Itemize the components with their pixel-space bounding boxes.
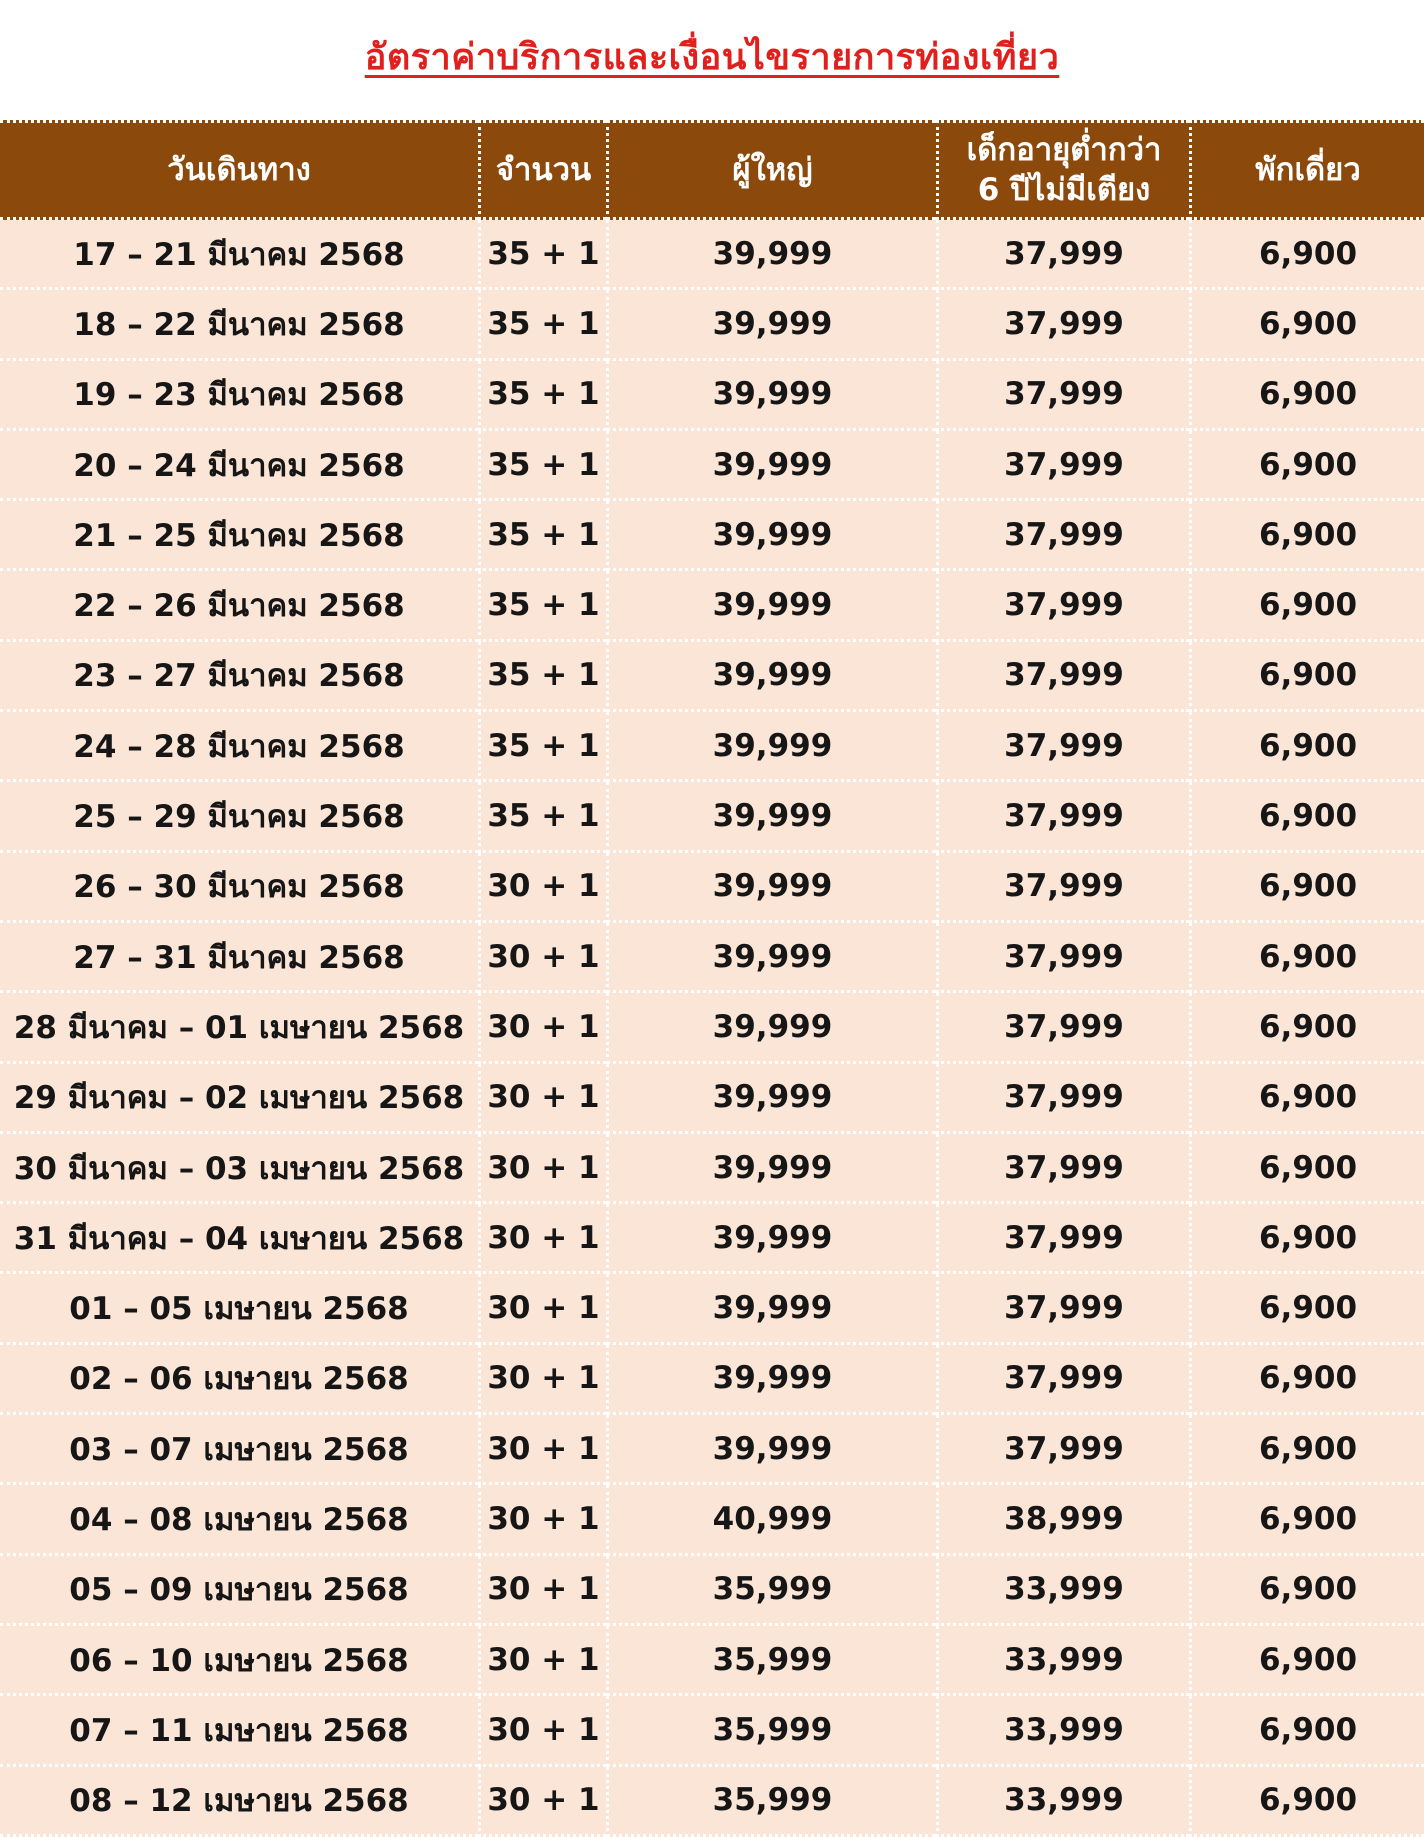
cell-single: 6,900: [1189, 1345, 1424, 1415]
table-row: [0, 993, 1424, 1063]
cell-child: 37,999: [936, 361, 1189, 431]
cell-adult: 40,999: [606, 1485, 936, 1555]
header-single: พักเดี่ยว: [1189, 120, 1424, 220]
cell-single: 6,900: [1189, 1064, 1424, 1134]
cell-single: 6,900: [1189, 1767, 1424, 1837]
cell-child: 33,999: [936, 1626, 1189, 1696]
cell-single: 6,900: [1189, 290, 1424, 360]
cell-adult: 39,999: [606, 1415, 936, 1485]
cell-date: 02 – 06 เมษายน 2568: [0, 1345, 478, 1415]
cell-adult: 39,999: [606, 1134, 936, 1204]
cell-adult: 39,999: [606, 1064, 936, 1134]
table-row: [0, 1415, 1424, 1485]
cell-date: 26 – 30 มีนาคม 2568: [0, 853, 478, 923]
cell-date: 17 – 21 มีนาคม 2568: [0, 220, 478, 290]
table-row: [0, 1064, 1424, 1134]
cell-adult: 39,999: [606, 431, 936, 501]
cell-child: 33,999: [936, 1556, 1189, 1626]
cell-child: 37,999: [936, 1204, 1189, 1274]
cell-adult: 39,999: [606, 361, 936, 431]
cell-adult: 39,999: [606, 782, 936, 852]
cell-adult: 39,999: [606, 220, 936, 290]
cell-seats: 30 + 1: [478, 1204, 606, 1274]
cell-date: 24 – 28 มีนาคม 2568: [0, 712, 478, 782]
cell-date: 22 – 26 มีนาคม 2568: [0, 571, 478, 641]
cell-seats: 30 + 1: [478, 1134, 606, 1204]
cell-seats: 35 + 1: [478, 642, 606, 712]
cell-child: 37,999: [936, 431, 1189, 501]
cell-date: 21 – 25 มีนาคม 2568: [0, 501, 478, 571]
cell-single: 6,900: [1189, 1274, 1424, 1344]
cell-seats: 35 + 1: [478, 220, 606, 290]
table-row: [0, 853, 1424, 923]
cell-adult: 39,999: [606, 290, 936, 360]
cell-seats: 30 + 1: [478, 1064, 606, 1134]
cell-seats: 30 + 1: [478, 853, 606, 923]
cell-child: 37,999: [936, 220, 1189, 290]
header-date: วันเดินทาง: [0, 120, 478, 220]
cell-seats: 30 + 1: [478, 1485, 606, 1555]
table-row: [0, 712, 1424, 782]
cell-date: 01 – 05 เมษายน 2568: [0, 1274, 478, 1344]
cell-child: 33,999: [936, 1696, 1189, 1766]
cell-single: 6,900: [1189, 993, 1424, 1063]
cell-adult: 39,999: [606, 1274, 936, 1344]
cell-seats: 30 + 1: [478, 1274, 606, 1344]
cell-single: 6,900: [1189, 782, 1424, 852]
title-wrap: [0, 28, 1424, 85]
header-adult: ผู้ใหญ่: [606, 120, 936, 220]
cell-date: 25 – 29 มีนาคม 2568: [0, 782, 478, 852]
table-row: [0, 290, 1424, 360]
table-row: [0, 1696, 1424, 1766]
cell-date: 19 – 23 มีนาคม 2568: [0, 361, 478, 431]
cell-adult: 35,999: [606, 1556, 936, 1626]
header-child: [936, 120, 1189, 220]
cell-child: 37,999: [936, 782, 1189, 852]
cell-single: 6,900: [1189, 501, 1424, 571]
cell-date: 05 – 09 เมษายน 2568: [0, 1556, 478, 1626]
cell-child: 37,999: [936, 712, 1189, 782]
table-body: [0, 220, 1424, 1837]
table-row: [0, 501, 1424, 571]
cell-seats: 30 + 1: [478, 1696, 606, 1766]
table-row: [0, 1767, 1424, 1837]
cell-seats: 35 + 1: [478, 501, 606, 571]
cell-date: 18 – 22 มีนาคม 2568: [0, 290, 478, 360]
cell-child: 37,999: [936, 1064, 1189, 1134]
cell-date: 20 – 24 มีนาคม 2568: [0, 431, 478, 501]
cell-child: 37,999: [936, 642, 1189, 712]
table-row: [0, 782, 1424, 852]
cell-child: 37,999: [936, 1415, 1189, 1485]
cell-child: 37,999: [936, 1345, 1189, 1415]
table-header-row: [0, 120, 1424, 220]
header-seats: จำนวน: [478, 120, 606, 220]
cell-adult: 39,999: [606, 853, 936, 923]
header-child-line1: เด็กอายุต่ำกว่า: [966, 132, 1162, 168]
cell-seats: 30 + 1: [478, 1415, 606, 1485]
cell-single: 6,900: [1189, 712, 1424, 782]
cell-seats: 30 + 1: [478, 993, 606, 1063]
cell-child: 37,999: [936, 1274, 1189, 1344]
cell-child: 33,999: [936, 1767, 1189, 1837]
cell-single: 6,900: [1189, 1415, 1424, 1485]
cell-single: 6,900: [1189, 431, 1424, 501]
cell-adult: 35,999: [606, 1767, 936, 1837]
table-row: [0, 1485, 1424, 1555]
table-row: [0, 923, 1424, 993]
cell-date: 29 มีนาคม – 02 เมษายน 2568: [0, 1064, 478, 1134]
cell-single: 6,900: [1189, 1696, 1424, 1766]
cell-date: 06 – 10 เมษายน 2568: [0, 1626, 478, 1696]
cell-date: 30 มีนาคม – 03 เมษายน 2568: [0, 1134, 478, 1204]
cell-adult: 39,999: [606, 501, 936, 571]
cell-single: 6,900: [1189, 923, 1424, 993]
cell-seats: 35 + 1: [478, 361, 606, 431]
cell-adult: 35,999: [606, 1696, 936, 1766]
table-row: [0, 1134, 1424, 1204]
cell-seats: 30 + 1: [478, 923, 606, 993]
cell-seats: 35 + 1: [478, 782, 606, 852]
cell-adult: 39,999: [606, 571, 936, 641]
cell-date: 27 – 31 มีนาคม 2568: [0, 923, 478, 993]
cell-date: 03 – 07 เมษายน 2568: [0, 1415, 478, 1485]
cell-child: 37,999: [936, 993, 1189, 1063]
cell-date: 28 มีนาคม – 01 เมษายน 2568: [0, 993, 478, 1063]
cell-seats: 30 + 1: [478, 1767, 606, 1837]
cell-single: 6,900: [1189, 220, 1424, 290]
cell-child: 38,999: [936, 1485, 1189, 1555]
cell-single: 6,900: [1189, 1134, 1424, 1204]
page-title: อัตราค่าบริการและเงื่อนไขรายการท่องเที่ยว: [364, 37, 1060, 78]
cell-date: 07 – 11 เมษายน 2568: [0, 1696, 478, 1766]
cell-seats: 30 + 1: [478, 1626, 606, 1696]
cell-single: 6,900: [1189, 642, 1424, 712]
cell-single: 6,900: [1189, 1485, 1424, 1555]
cell-child: 37,999: [936, 1134, 1189, 1204]
cell-single: 6,900: [1189, 1626, 1424, 1696]
cell-adult: 39,999: [606, 712, 936, 782]
table-row: [0, 1274, 1424, 1344]
cell-adult: 39,999: [606, 1345, 936, 1415]
cell-child: 37,999: [936, 853, 1189, 923]
cell-seats: 35 + 1: [478, 571, 606, 641]
table-row: [0, 642, 1424, 712]
price-table: [0, 120, 1424, 1837]
table-row: [0, 431, 1424, 501]
cell-adult: 35,999: [606, 1626, 936, 1696]
cell-date: 23 – 27 มีนาคม 2568: [0, 642, 478, 712]
cell-seats: 35 + 1: [478, 712, 606, 782]
cell-single: 6,900: [1189, 853, 1424, 923]
cell-child: 37,999: [936, 290, 1189, 360]
cell-adult: 39,999: [606, 642, 936, 712]
table-row: [0, 361, 1424, 431]
cell-single: 6,900: [1189, 1556, 1424, 1626]
cell-adult: 39,999: [606, 1204, 936, 1274]
header-child-line2: 6 ปีไม่มีเตียง: [977, 172, 1151, 208]
cell-date: 04 – 08 เมษายน 2568: [0, 1485, 478, 1555]
cell-single: 6,900: [1189, 361, 1424, 431]
cell-seats: 35 + 1: [478, 290, 606, 360]
cell-seats: 35 + 1: [478, 431, 606, 501]
cell-single: 6,900: [1189, 1204, 1424, 1274]
cell-child: 37,999: [936, 923, 1189, 993]
table-row: [0, 220, 1424, 290]
cell-child: 37,999: [936, 571, 1189, 641]
table-row: [0, 1204, 1424, 1274]
cell-single: 6,900: [1189, 571, 1424, 641]
table-row: [0, 571, 1424, 641]
cell-adult: 39,999: [606, 923, 936, 993]
cell-adult: 39,999: [606, 993, 936, 1063]
table-row: [0, 1345, 1424, 1415]
cell-seats: 30 + 1: [478, 1556, 606, 1626]
cell-date: 08 – 12 เมษายน 2568: [0, 1767, 478, 1837]
table-row: [0, 1556, 1424, 1626]
cell-seats: 30 + 1: [478, 1345, 606, 1415]
table-row: [0, 1626, 1424, 1696]
cell-date: 31 มีนาคม – 04 เมษายน 2568: [0, 1204, 478, 1274]
cell-child: 37,999: [936, 501, 1189, 571]
